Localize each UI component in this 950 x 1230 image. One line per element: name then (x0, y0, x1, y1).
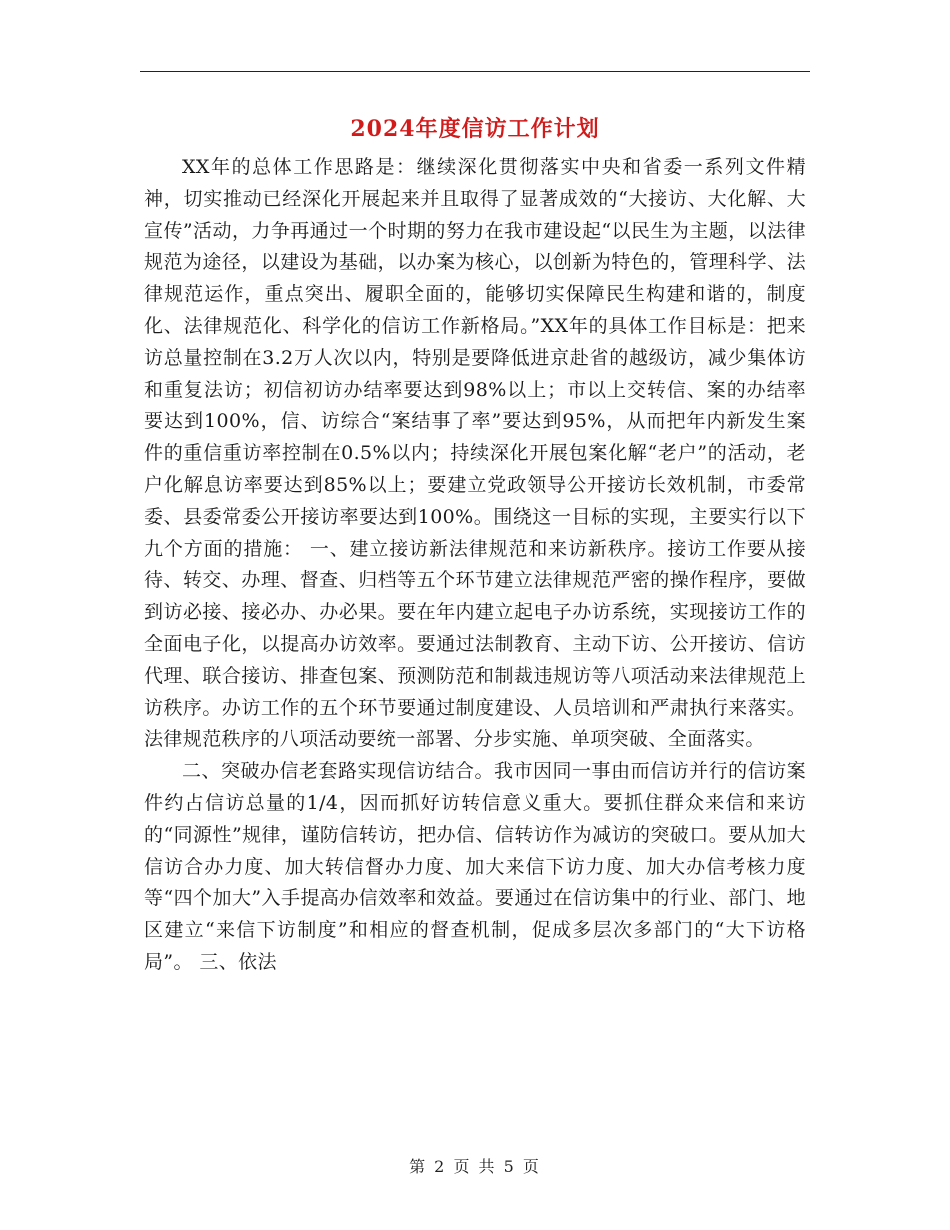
header-rule (140, 71, 810, 72)
body-paragraph-1: XX年的总体工作思路是：继续深化贯彻落实中央和省委一系列文件精神，切实推动已经深化开展起来并且取得了显著成效的“大接访、大化解、大宣传”活动，力争再通过一个时期的努力在我市建设起“以民生为主题，以法律规范为途径，以建设为基础，以办案为核心，以创新为特色的，管理科学、法律规范运作，重点突出、履职全面的，能够切实保障民生构建和谐的，制度化、法律规范化、科学化的信访工作新格局。”XX年的具体工作目标是：把来访总量控制在3.2万人次以内，特别是要降低进京赴省的越级访，减少集体访和重复法访；初信初访办结率要达到98%以上；市以上交转信、案的办结率要达到100%，信、访综合“案结事了率”要达到95%，从而把年内新发生案件的重信重访率控制在0.5%以内；持续深化开展包案化解“老户”的活动，老户化解息访率要达到85%以上；要建立党政领导公开接访长效机制，市委常委、县委常委公开接访率要达到100%。围绕这一目标的实现，主要实行以下九个方面的措施： 一、建立接访新法律规范和来访新秩序。接访工作要从接待、转交、办理、督查、归档等五个环节建立法律规范严密的操作程序，要做到访必接、接必办、办必果。要在年内建立起电子办访系统，实现接访工作的全面电子化，以提高办访效率。要通过法制教育、主动下访、公开接访、信访代理、联合接访、排查包案、预测防范和制裁违规访等八项活动来法律规范上访秩序。办访工作的五个环节要通过制度建设、人员培训和严肃执行来落实。法律规范秩序的八项活动要统一部署、分步实施、单项突破、全面落实。 (144, 156, 806, 751)
document-title: 2024年度信访工作计划 (350, 116, 600, 142)
document-body (144, 152, 806, 979)
body-paragraph-2: 二、突破办信老套路实现信访结合。我市因同一事由而信访并行的信访案件约占信访总量的1/4，因而抓好访转信意义重大。要抓住群众来信和来访的“同源性”规律，谨防信转访，把办信、信转访作为减访的突破口。要从加大信访合办力度、加大转信督办力度、加大来信下访力度、加大办信考核力度等“四个加大”入手提高办信效率和效益。要通过在信访集中的行业、部门、地区建立“来信下访制度”和相应的督查机制，促成多层次多部门的“大下访格局”。 三、依法 (144, 760, 806, 973)
page-number-footer: 第 2 页 共 5 页 (409, 1157, 541, 1176)
